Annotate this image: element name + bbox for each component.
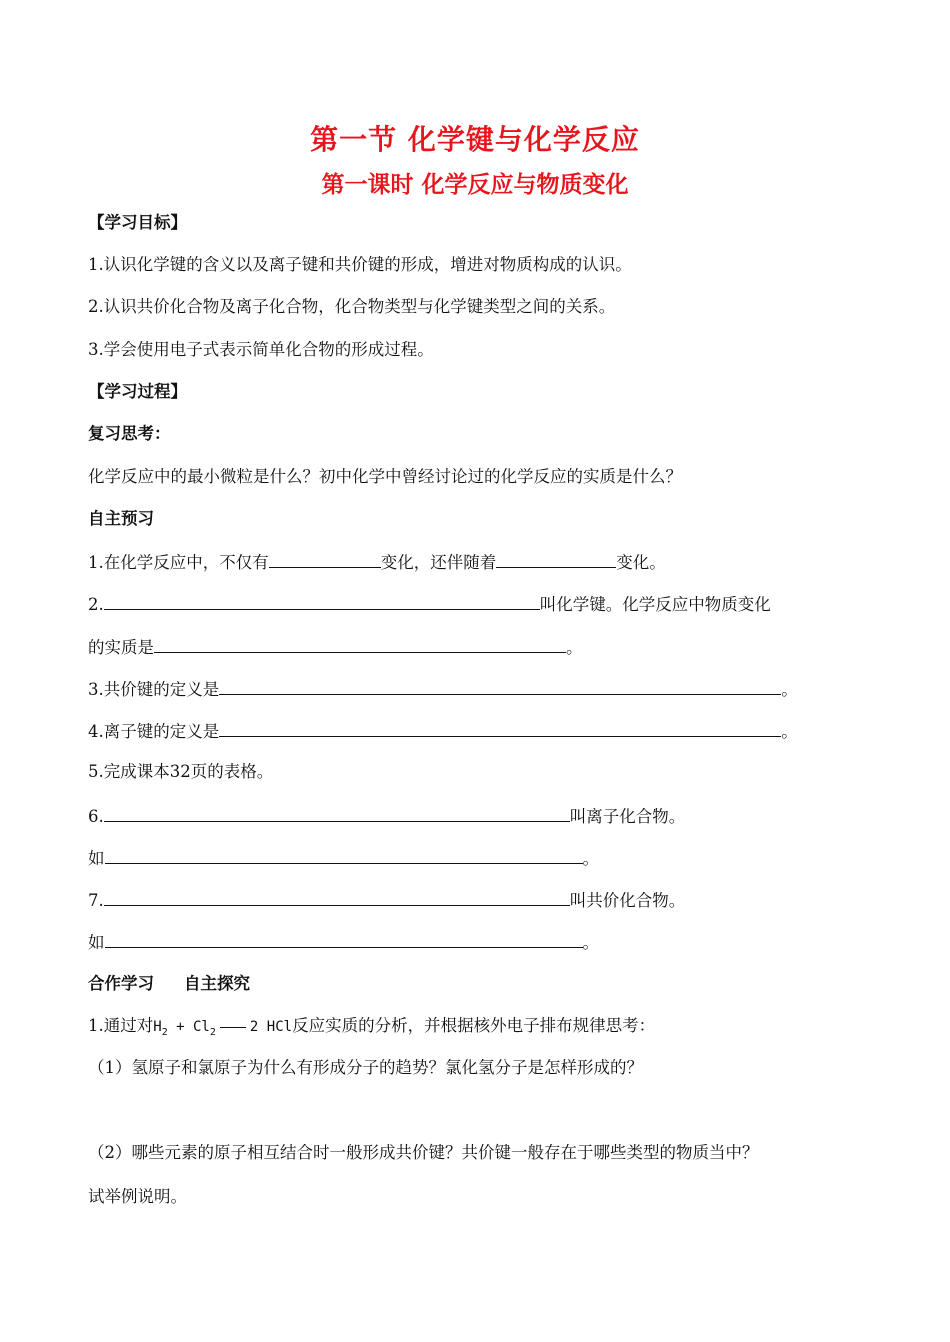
explore-subquestion-2-cont: 试举例说明。 (88, 1187, 187, 1206)
answer-blank[interactable] (496, 549, 616, 568)
explore-subquestion-2: （2）哪些元素的原子相互结合时一般形成共价键？共价键一般存在于哪些类型的物质当中？ (88, 1143, 759, 1162)
question-1: 1.在化学反应中，不仅有 变化，还伴随着 变化。 (88, 549, 666, 575)
answer-blank[interactable] (104, 591, 540, 610)
preview-heading: 自主预习 (88, 509, 154, 528)
reaction-arrow (220, 1027, 246, 1028)
question-6-example: 如 。 (88, 845, 599, 871)
answer-blank[interactable] (219, 718, 781, 737)
question-5: 5.完成课本32页的表格。 (88, 762, 274, 781)
explore-subquestion-1: （1）氢原子和氯原子为什么有形成分子的趋势？氯化氢分子是怎样形成的？ (88, 1058, 643, 1077)
answer-blank[interactable] (105, 929, 583, 948)
question-3: 3.共价键的定义是 。 (88, 676, 798, 702)
question-2: 2. 叫化学键。化学反应中物质变化 (88, 591, 771, 617)
objective-item: 1.认识化学键的含义以及离子键和共价键的形成，增进对物质构成的认识。 (88, 255, 632, 274)
answer-blank[interactable] (105, 845, 583, 864)
page-title: 第一节 化学键与化学反应 (310, 123, 640, 156)
question-2-cont: 的实质是 。 (88, 634, 583, 660)
answer-blank[interactable] (269, 549, 381, 568)
answer-blank[interactable] (104, 803, 570, 822)
review-heading: 复习思考： (88, 424, 171, 443)
answer-blank[interactable] (104, 887, 570, 906)
question-4: 4.离子键的定义是 。 (88, 718, 798, 744)
question-6: 6. 叫离子化合物。 (88, 803, 685, 829)
objective-item: 2.认识共价化合物及离子化合物，化合物类型与化学键类型之间的关系。 (88, 297, 616, 316)
question-7-example: 如 。 (88, 929, 599, 955)
explore-question-1: 1.通过对$H_2 + Cl_2$ 2 HCl反应实质的分析，并根据核外电子排布规律思考： (88, 1016, 656, 1038)
process-heading: 【学习过程】 (88, 382, 187, 401)
cooperative-heading: 合作学习 自主探究 (88, 974, 250, 993)
question-7: 7. 叫共价化合物。 (88, 887, 685, 913)
reaction-equation: $H_2 + Cl_2$ 2 HCl (153, 1019, 293, 1038)
answer-blank[interactable] (219, 676, 781, 695)
review-text: 化学反应中的最小微粒是什么？初中化学中曾经讨论过的化学反应的实质是什么？ (88, 467, 682, 486)
answer-blank[interactable] (154, 634, 566, 653)
page-subtitle: 第一课时 化学反应与物质变化 (321, 172, 629, 198)
objective-item: 3.学会使用电子式表示简单化合物的形成过程。 (88, 340, 434, 359)
objectives-heading: 【学习目标】 (88, 213, 187, 232)
